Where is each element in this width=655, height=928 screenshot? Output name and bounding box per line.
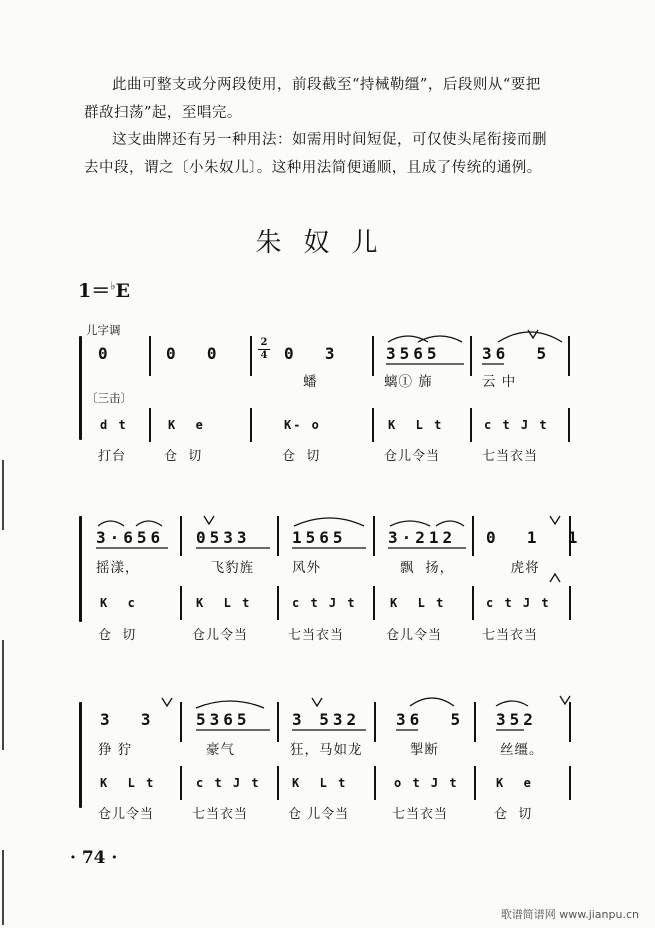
lyrics: 蟠 <box>282 374 318 390</box>
percussion-measure: K L t <box>388 418 444 432</box>
notes-measure: 5365 <box>196 710 251 729</box>
notes-measure: 1565 <box>292 528 347 547</box>
lyrics: 掣断 <box>410 742 439 758</box>
percussion-label: 〔三击〕 <box>86 391 132 405</box>
percussion-syllables: 仓儿令当 <box>384 449 441 464</box>
slur-mark <box>196 701 264 708</box>
notes-measure: 36 5 <box>396 710 465 729</box>
percussion-measure: c t J t <box>486 596 551 610</box>
percussion-measure: d t <box>100 418 128 432</box>
paragraph-1-line-1: 此曲可整支或分两段使用，前段截至“持械勒缰”，后段则从“要把 <box>112 77 541 93</box>
lyrics: 摇漾， <box>96 560 140 576</box>
notes-measure: 352 <box>496 710 537 729</box>
breath-mark <box>312 698 322 706</box>
notes-measure: 3·212 <box>388 528 457 547</box>
breath-mark <box>550 516 560 524</box>
lyrics: 云 中 <box>482 374 517 390</box>
percussion-syllables: 仓 儿令当 <box>288 807 350 822</box>
lyrics: 豪气 <box>206 742 235 758</box>
notes-measure: 3 3 <box>100 710 155 729</box>
percussion-measure: o t J t <box>394 776 459 790</box>
lyrics: 螭① 旆 <box>384 374 433 390</box>
breath-mark <box>528 330 538 338</box>
notes-measure: 0533 <box>196 528 251 547</box>
percussion-syllables: 仓儿令当 <box>386 628 443 643</box>
percussion-measure: K L t <box>292 776 348 790</box>
slur-mark <box>388 336 428 342</box>
percussion-syllables: 七当衣当 <box>192 807 249 822</box>
percussion-measure: K e <box>168 418 205 432</box>
slur-mark <box>98 521 124 526</box>
lyrics: 风外 <box>292 560 321 576</box>
percussion-syllables: 仓 切 <box>98 628 137 643</box>
percussion-syllables: 七当衣当 <box>392 807 449 822</box>
slur-mark <box>410 698 454 706</box>
percussion-measure: K e <box>496 776 533 790</box>
slur-mark <box>418 336 462 342</box>
percussion-measure: K L t <box>100 776 156 790</box>
key-prefix: 1＝ <box>78 280 111 302</box>
slur-mark <box>436 521 464 526</box>
lyrics: 狰 狞 <box>98 742 133 758</box>
slur-mark <box>294 518 364 526</box>
percussion-syllables: 仓儿令当 <box>98 807 155 822</box>
percussion-syllables: 七当衣当 <box>482 449 539 464</box>
notes-measure: 0 <box>98 344 112 363</box>
lyrics: 飞豹旌 <box>200 560 255 576</box>
notes-measure: 0 0 <box>166 344 221 363</box>
lyrics: 狂，马如龙 <box>290 742 363 758</box>
lyrics: 飘 扬， <box>400 560 455 576</box>
paragraph-1-line-2: 群敌扫荡”起，至唱完。 <box>84 105 242 121</box>
song-title: 朱奴儿 <box>255 228 400 258</box>
percussion-measure: c t J t <box>292 596 357 610</box>
percussion-syllables: 仓 切 <box>164 449 203 464</box>
key-note: E <box>115 280 130 302</box>
percussion-syllables: 打台 <box>98 449 127 464</box>
time-sig-top: 2 <box>260 337 268 348</box>
time-sig-bottom: 4 <box>260 350 268 361</box>
percussion-measure: K L t <box>196 596 252 610</box>
percussion-syllables: 仓 切 <box>282 449 321 464</box>
lyrics: 虎将 <box>500 560 540 576</box>
flat-sign: ♭ <box>110 279 116 293</box>
watermark: 歌谱简谱网 www.jianpu.cn <box>500 908 639 921</box>
lyrics: 丝缰。 <box>500 742 544 758</box>
paragraph-2-line-2: 去中段，谓之〔小朱奴儿〕。这种用法简便通顺，且成了传统的通例。 <box>84 160 542 176</box>
breath-mark <box>560 696 570 704</box>
slur-mark <box>390 521 430 526</box>
notes-measure: 3·656 <box>96 528 165 547</box>
percussion-syllables: 七当衣当 <box>288 628 345 643</box>
notes-measure: 36 5 <box>482 344 551 363</box>
percussion-measure: K c <box>100 596 137 610</box>
percussion-syllables: 七当衣当 <box>482 628 539 643</box>
percussion-syllables: 仓儿令当 <box>192 628 249 643</box>
percussion-measure: K L t <box>390 596 446 610</box>
slur-mark <box>136 521 162 526</box>
percussion-measure: c t J t <box>196 776 261 790</box>
mode-label: 儿字调 <box>86 323 121 337</box>
notes-measure: 3 532 <box>292 710 361 729</box>
slur-mark <box>496 701 528 706</box>
percussion-measure: K- o <box>284 418 321 432</box>
notes-measure: 3565 <box>386 344 441 363</box>
percussion-measure: c t J t <box>484 418 549 432</box>
paragraph-2-line-1: 这支曲牌还有另一种用法：如需用时间短促，可仅使头尾衔接而删 <box>112 132 547 148</box>
breath-mark <box>162 698 172 706</box>
breath-mark <box>204 516 214 524</box>
notes-measure: 0 1 1 <box>486 528 582 547</box>
page-number: · 74 · <box>70 848 118 868</box>
percussion-syllables: 仓 切 <box>494 807 533 822</box>
notes-measure: 0 3 <box>284 344 339 363</box>
accent-mark <box>550 574 560 582</box>
